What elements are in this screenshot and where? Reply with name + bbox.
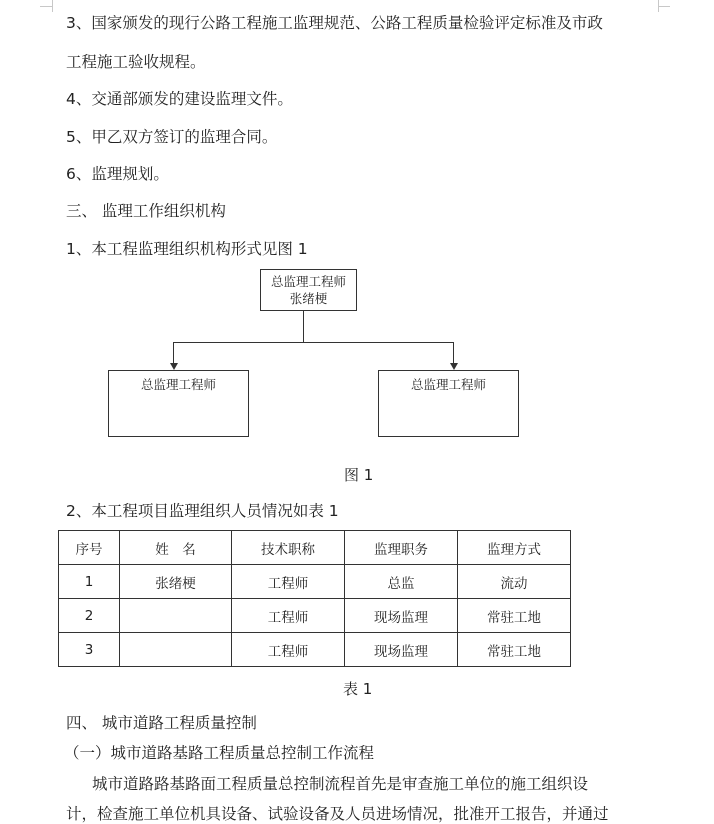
list-item-3: 3、国家颁发的现行公路工程施工监理规范、公路工程质量检验评定标准及市政 [66, 14, 603, 32]
table-cell: 现场监理 [345, 599, 458, 633]
page-corner-mark [52, 0, 53, 12]
org-connector [173, 342, 454, 343]
org-box-right-title: 总监理工程师 [410, 377, 486, 392]
column-header: 姓 名 [120, 531, 232, 565]
paragraph-line: 计，检查施工单位机具设备、试验设备及人员进场情况，批准开工报告，并通过 [66, 805, 609, 823]
org-box-chief [260, 269, 357, 311]
table-header-row [59, 531, 571, 565]
table-cell [120, 633, 232, 667]
org-box-left-title: 总监理工程师 [140, 377, 216, 392]
table-cell: 工程师 [232, 565, 345, 599]
page-corner-mark [658, 6, 670, 7]
subheading-org-structure: 1、本工程监理组织机构形式见图 1 [66, 240, 308, 258]
list-item-5: 5、甲乙双方签订的监理合同。 [66, 128, 278, 146]
paragraph-line: 城市道路路基路面工程质量总控制流程首先是审查施工单位的施工组织设 [92, 775, 589, 793]
table-cell: 张绪梗 [120, 565, 232, 599]
table-cell: 总监 [345, 565, 458, 599]
org-box-chief-title: 总监理工程师 [270, 274, 346, 289]
figure-caption: 图 1 [344, 466, 374, 484]
org-connector [303, 311, 304, 342]
table-cell: 1 [59, 565, 120, 599]
arrow-down-icon [450, 363, 458, 370]
table-cell: 工程师 [232, 599, 345, 633]
org-box-right [378, 370, 519, 437]
table-row [59, 633, 571, 667]
table-cell: 3 [59, 633, 120, 667]
column-header: 监理方式 [458, 531, 571, 565]
table-cell [120, 599, 232, 633]
table-cell: 工程师 [232, 633, 345, 667]
section-heading-4: 四、 城市道路工程质量控制 [66, 714, 257, 732]
org-connector [453, 342, 454, 364]
arrow-down-icon [170, 363, 178, 370]
table-row [59, 599, 571, 633]
list-item-6: 6、监理规划。 [66, 165, 169, 183]
table-row [59, 565, 571, 599]
org-box-left [108, 370, 249, 437]
list-item-4: 4、交通部颁发的建设监理文件。 [66, 90, 293, 108]
page-corner-mark [40, 6, 52, 7]
column-header: 技术职称 [232, 531, 345, 565]
list-item-3-continued: 工程施工验收规程。 [66, 53, 206, 71]
subheading-staff: 2、本工程项目监理组织人员情况如表 1 [66, 502, 339, 520]
table-cell: 流动 [458, 565, 571, 599]
table-caption: 表 1 [343, 680, 373, 698]
column-header: 监理职务 [345, 531, 458, 565]
table-cell: 现场监理 [345, 633, 458, 667]
page-corner-mark [658, 0, 659, 12]
subheading-quality-flow: （一）城市道路基路工程质量总控制工作流程 [64, 744, 375, 762]
section-heading-3: 三、 监理工作组织机构 [66, 202, 226, 220]
table-cell: 常驻工地 [458, 599, 571, 633]
staff-table [58, 530, 571, 667]
table-cell: 2 [59, 599, 120, 633]
table-cell: 常驻工地 [458, 633, 571, 667]
org-box-chief-name: 张绪梗 [289, 291, 328, 306]
org-connector [173, 342, 174, 364]
column-header: 序号 [59, 531, 120, 565]
